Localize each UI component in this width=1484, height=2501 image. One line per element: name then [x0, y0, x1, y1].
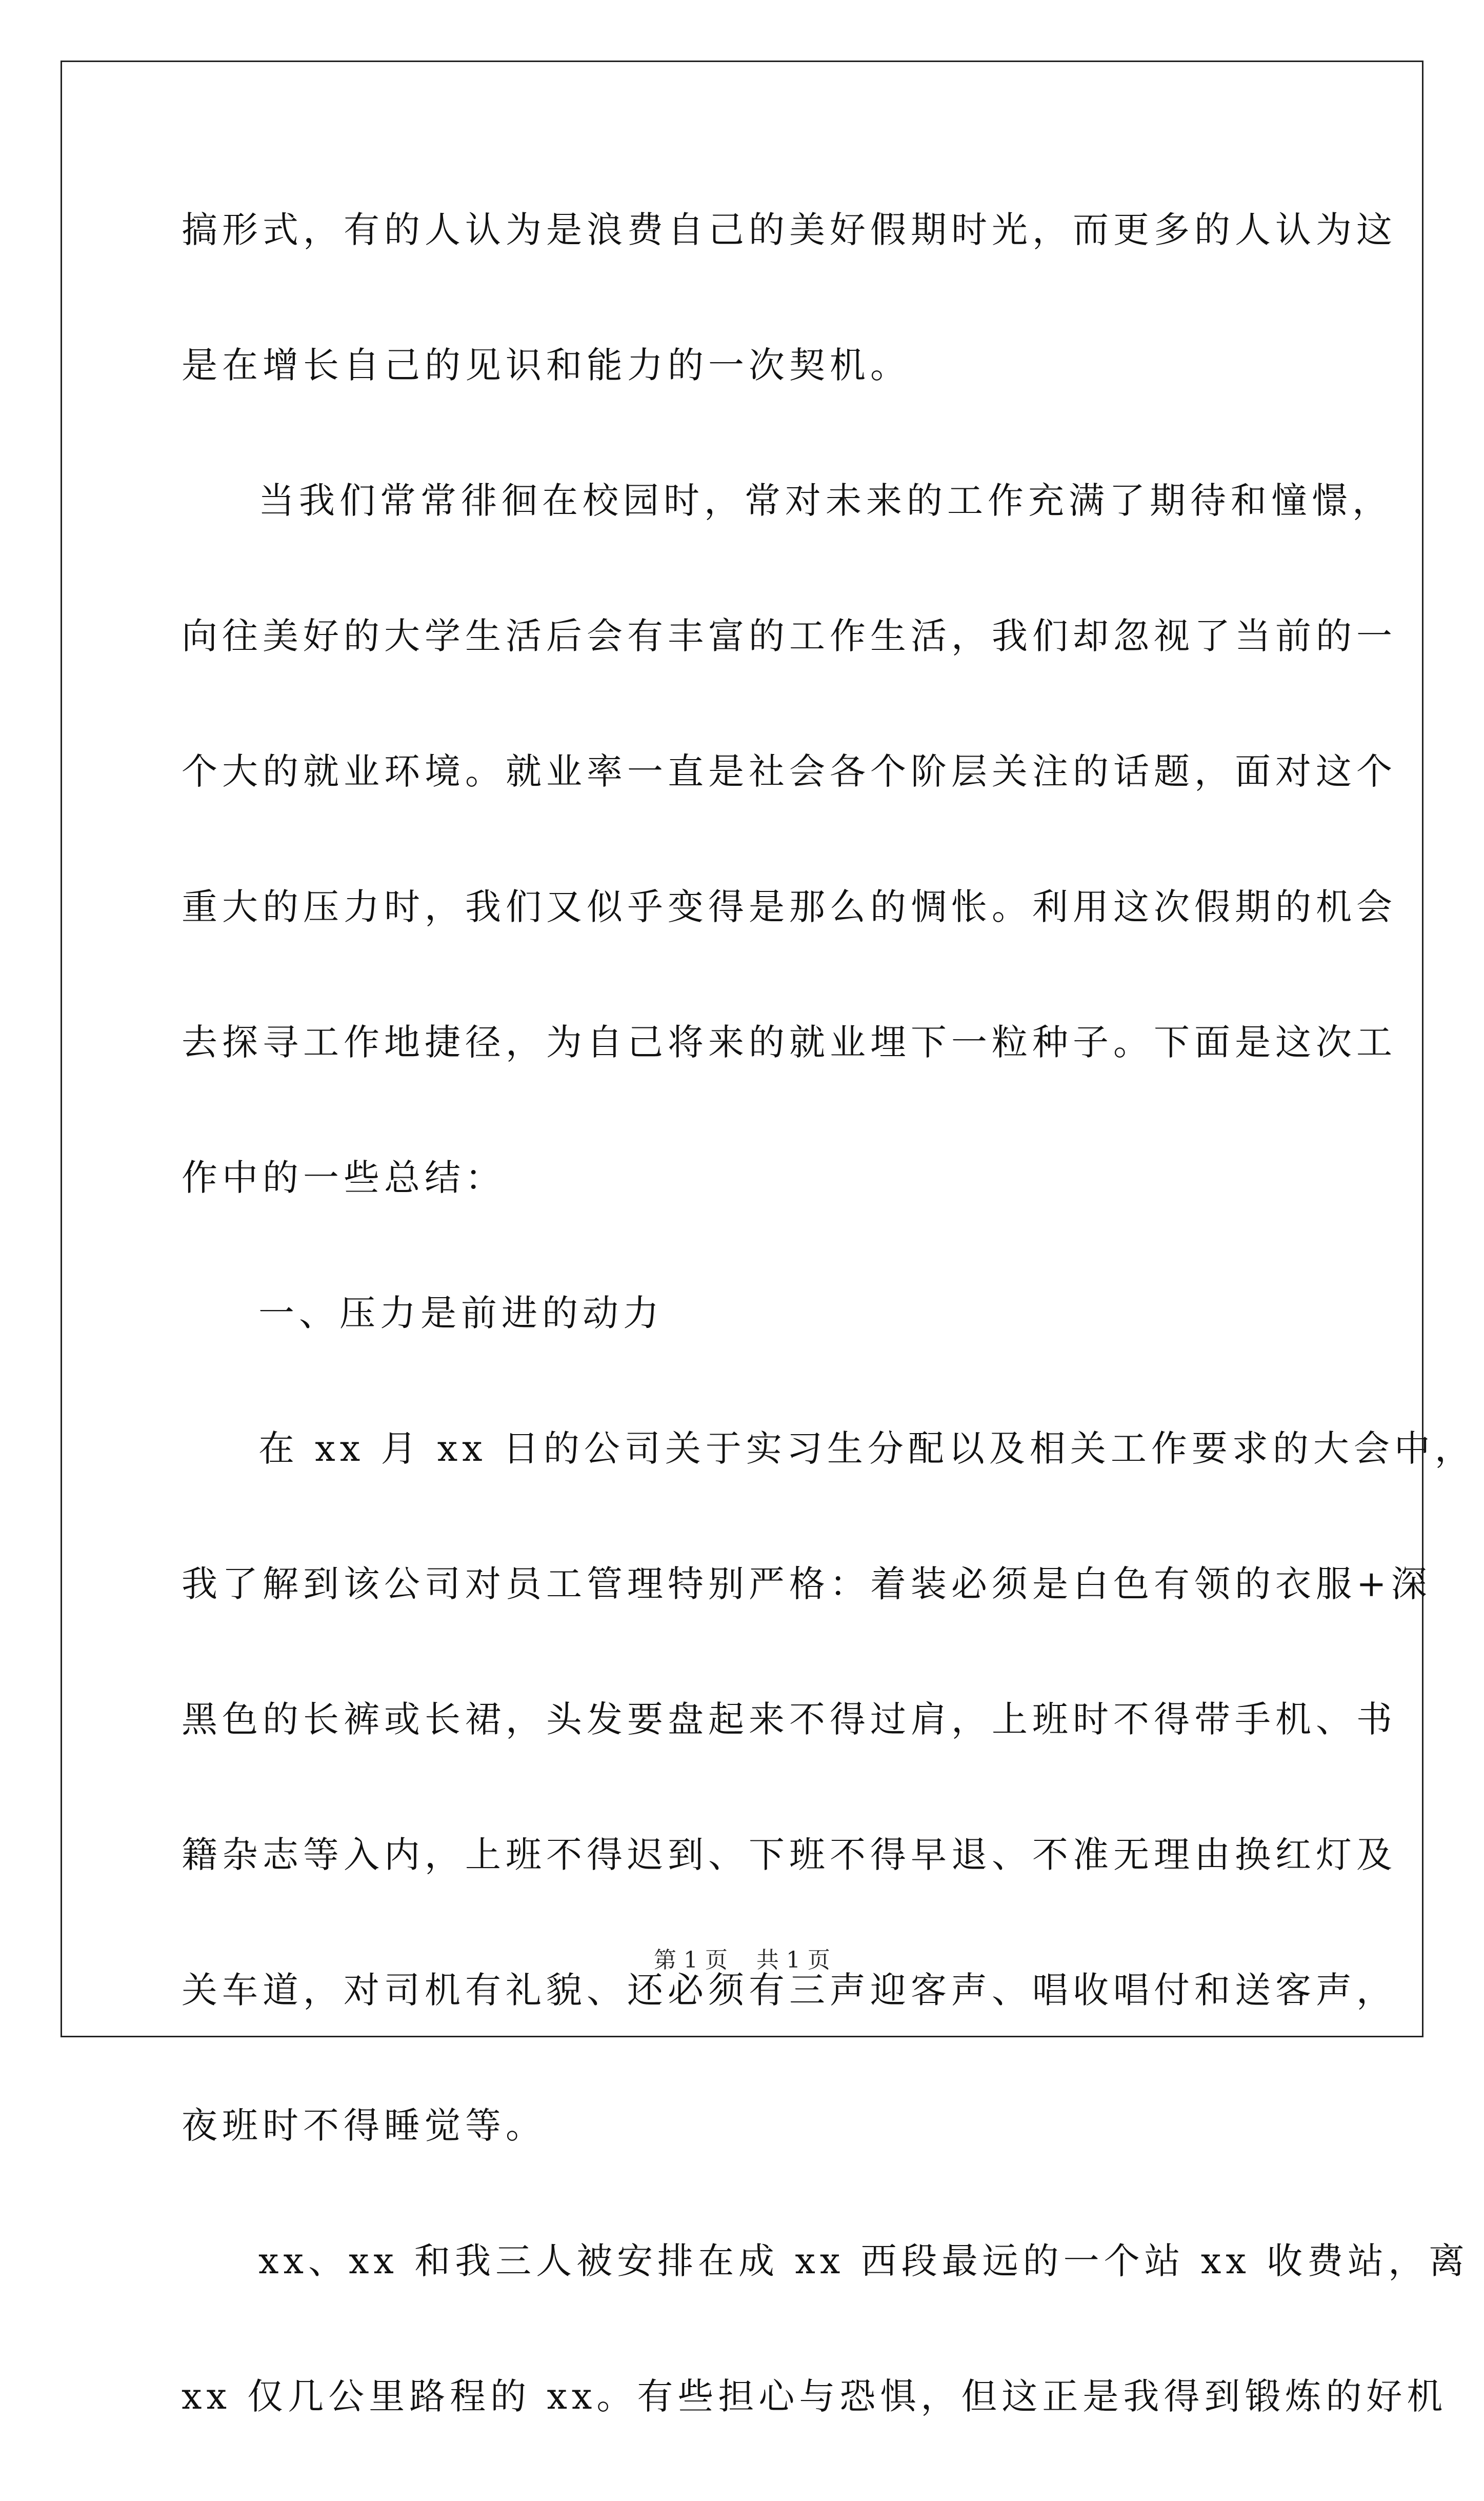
text-line-2: 是在增长自己的见识和能力的一次契机。	[182, 344, 911, 386]
text-line-7: 去探寻工作地捷径，为自己将来的就业埋下一粒种子。下面是这次工	[182, 1021, 1397, 1063]
page-number-total: 共 1 页	[756, 1947, 830, 1973]
document-body	[182, 199, 1475, 2501]
text-line-16: xx、xx 和我三人被安排在成 xx 西段最远的一个站 xx 收费站，离	[258, 2240, 1470, 2282]
page-number-current: 第 1 页	[654, 1947, 728, 1973]
text-line-3: 当我们常常徘徊在校园时，常对未来的工作充满了期待和憧憬，	[258, 480, 1393, 522]
text-line-4: 向往美好的大学生活后会有丰富的工作生活，我们却忽视了当前的一	[182, 615, 1397, 657]
text-line-14: 关车道，对司机有礼貌、还必须有三声迎客声、唱收唱付和送客声，	[182, 1969, 1397, 2011]
text-line-1: 搞形式，有的人认为是浪费自己的美好假期时光，而更多的人认为这	[182, 209, 1397, 251]
text-line-11: 我了解到该公司对员工管理特别严格：着装必须是白色有领的衣服+深	[182, 1563, 1432, 1605]
text-line-15: 夜班时不得睡觉等。	[182, 2105, 546, 2147]
text-line-17: xx 仅几公里路程的 xx。有些担心与恐惧，但这正是我得到锻炼的好机	[182, 2375, 1448, 2417]
text-line-13: 籍杂志等入内，上班不得迟到、下班不得早退、不准无理由换红灯及	[182, 1834, 1397, 1876]
text-line-6: 重大的压力时，我们又似乎变得是那么的惆怅。利用这次假期的机会	[182, 886, 1397, 928]
text-line-10: 在 xx 月 xx 日的公司关于实习生分配以及相关工作要求的大会中，	[258, 1427, 1475, 1470]
text-line-8: 作中的一些总结：	[182, 1157, 506, 1199]
section-heading: 一、压力是前进的动力	[258, 1292, 664, 1334]
text-line-5: 个大的就业环境。就业率一直是社会各个阶层关注的话题，面对这个	[182, 750, 1397, 792]
text-line-12: 黑色的长裤或长裙，头发要盘起来不得过肩，上班时不得带手机、书	[182, 1698, 1397, 1740]
page-footer	[0, 1945, 1484, 1976]
